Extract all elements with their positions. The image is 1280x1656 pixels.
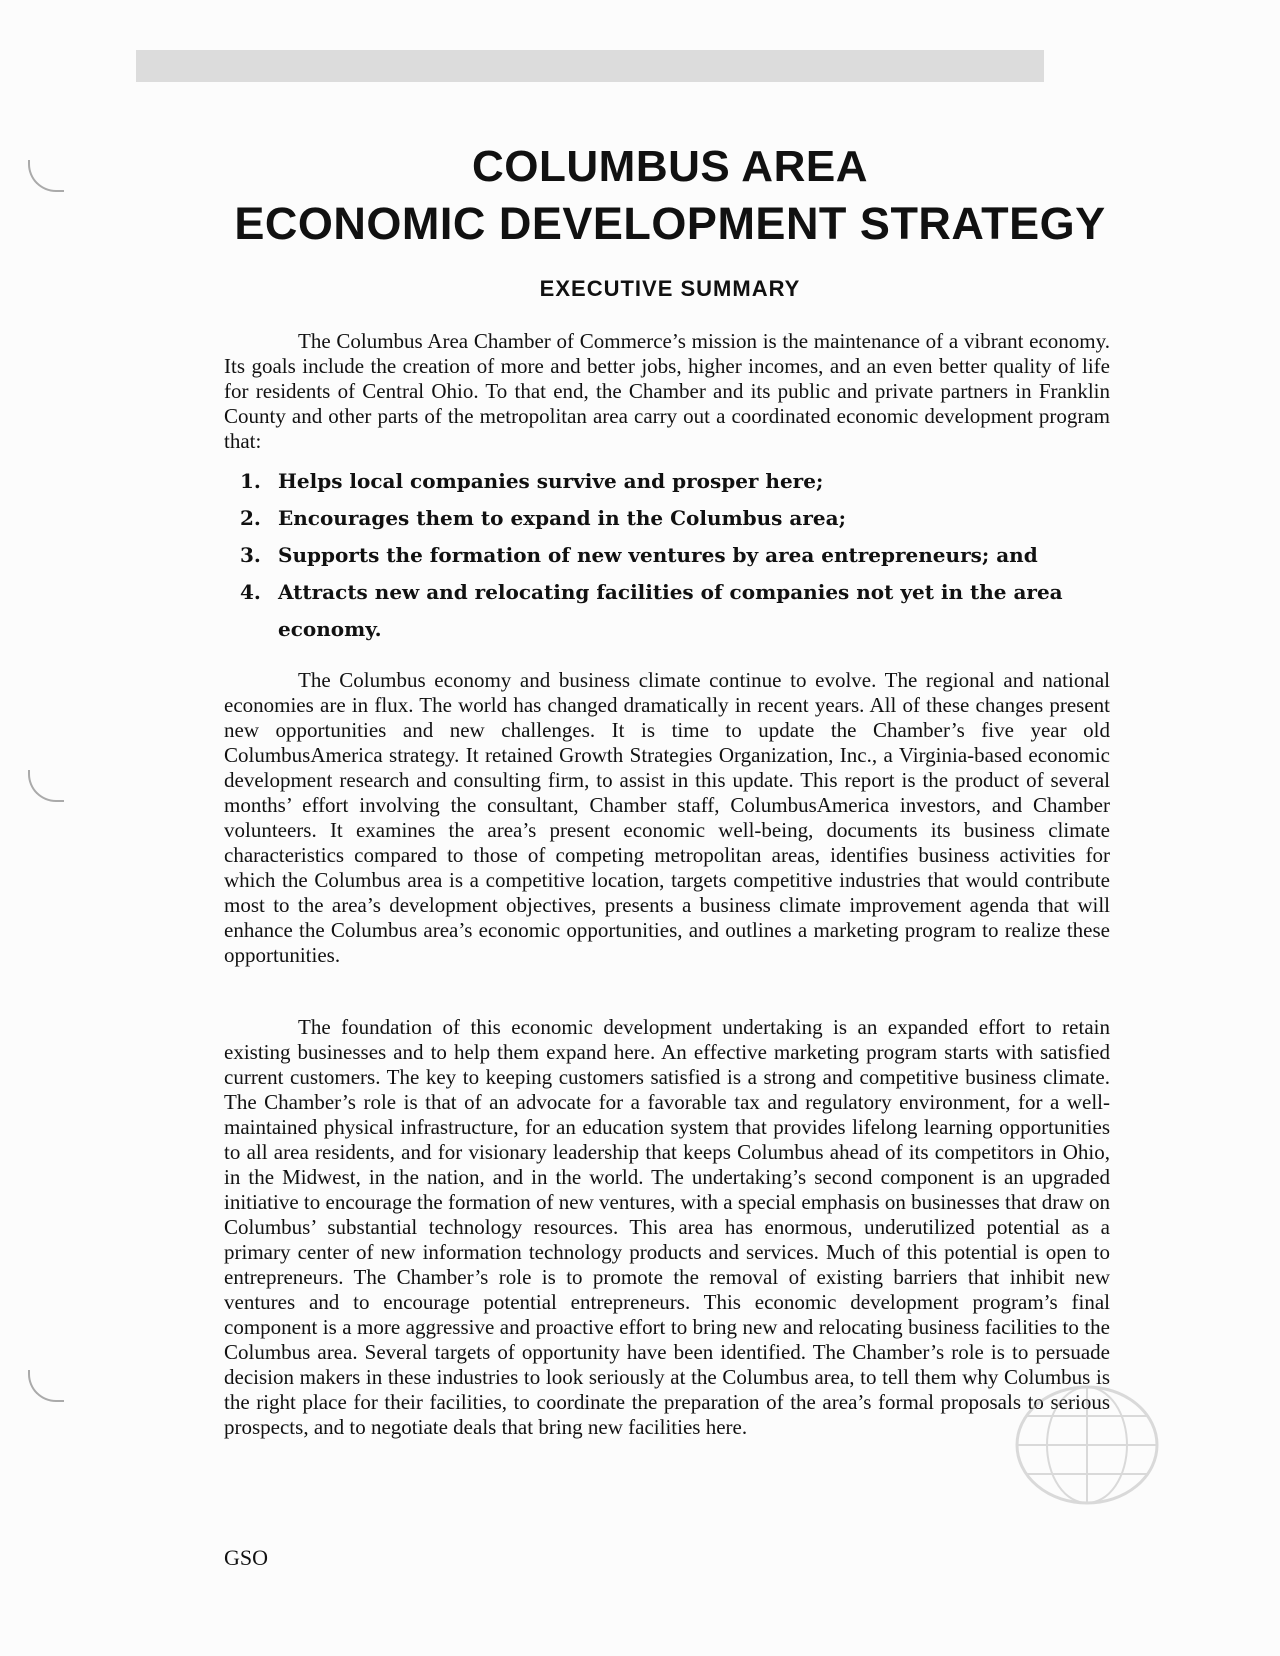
list-item-text: Encourages them to expand in the Columbus area; [278,506,846,530]
list-item-number: 3. [240,543,261,567]
list-item-number: 1. [240,469,261,493]
list-item [240,537,1100,574]
list-item-text: Attracts new and relocating facilities of companies not yet in the area economy. [278,580,1063,641]
list-item-text: Supports the formation of new ventures by area entrepreneurs; and [278,543,1038,567]
list-item [240,463,1100,500]
scan-header-band [136,50,1044,82]
list-item-number: 2. [240,506,261,530]
list-item-text: Helps local companies survive and prosper here; [278,469,824,493]
binder-hole-mark [28,160,64,192]
paragraph-foundation-text: The foundation of this economic development undertaking is an expanded effort to retain existing businesses and to help them expand here. An effective marketing program starts with satisfied current customers. The key to keeping customers satisfied is a strong and competitive business climate. The Chamber’s role is that of an advocate for a favorable tax and regulatory environment, for a well-maintained physical infrastructure, for an education system that provides lifelong learning opportunities to all area residents, and for visionary leadership that keeps Columbus ahead of its competitors in Ohio, in the Midwest, in the nation, and in the world. The undertaking’s second component is an upgraded initiative to encourage the formation of new ventures, with a special emphasis on businesses that draw on Columbus’ substantial technology resources. This area has enormous, underutilized potential as a primary center of new information technology products and services. Much of this potential is open to entrepreneurs. The Chamber’s role is to promote the removal of existing barriers that inhibit new ventures and to encourage potential entrepreneurs. This economic development program’s final component is a more aggressive and proactive effort to bring new and relocating business facilities to the Columbus area. Several targets of opportunity have been identified. The Chamber’s role is to persuade decision makers in these industries to look seriously at the Columbus area, to tell them why Columbus is the right place for their facilities, to coordinate the preparation of the area’s formal proposals to serious prospects, and to negotiate deals that bring new facilities here. [224,1015,1110,1439]
goals-list [240,463,1100,648]
paragraph-intro-text: The Columbus Area Chamber of Commerce’s mission is the maintenance of a vibrant economy. Its goals include the creation of more and better jobs, higher incomes, and an even better quality of life for residents of Central Ohio. To that end, the Chamber and its public and private partners in Franklin County and other parts of the metropolitan area carry out a coordinated economic development program that: [224,329,1110,453]
list-item [240,574,1100,648]
list-item-number: 4. [240,580,261,604]
document-title-line2: ECONOMIC DEVELOPMENT STRATEGY [234,198,1106,249]
binder-hole-mark [28,770,64,802]
paragraph-strategy-update-text: The Columbus economy and business climate continue to evolve. The regional and national economies are in flux. The world has changed dramatically in recent years. All of these changes present new opportunities and new challenges. It is time to update the Chamber’s five year old ColumbusAmerica strategy. It retained Growth Strategies Organization, Inc., a Virginia-based economic development research and consulting firm, to assist in this update. This report is the product of several months’ effort involving the consultant, Chamber staff, ColumbusAmerica investors, and Chamber volunteers. It examines the area’s present economic well-being, documents its business climate characteristics compared to those of competing metropolitan areas, identifies business activities for which the Columbus area is a competitive location, targets competitive industries that would contribute most to the area’s development objectives, presents a business climate improvement agenda that will enhance the Columbus area’s economic opportunities, and outlines a marketing program to realize these opportunities. [224,668,1110,967]
paragraph-intro [224,329,1110,454]
list-item [240,500,1100,537]
globe-watermark-icon [1012,1380,1162,1510]
binder-hole-mark [28,1370,64,1402]
footer-label: GSO [224,1545,269,1570]
document-subtitle: EXECUTIVE SUMMARY [539,276,801,301]
document-title-line1: COLUMBUS AREA [472,142,868,191]
paragraph-strategy-update [224,668,1110,968]
paragraph-foundation [224,1015,1110,1440]
